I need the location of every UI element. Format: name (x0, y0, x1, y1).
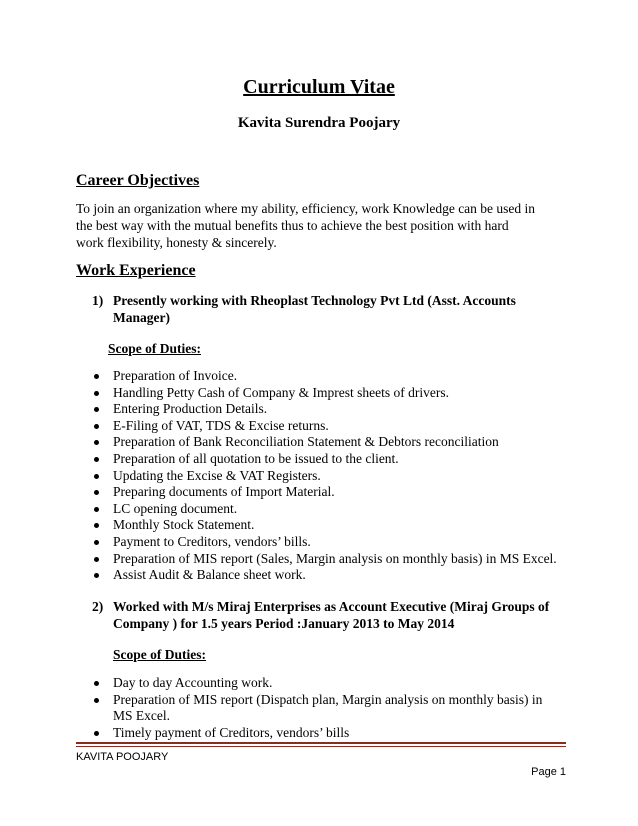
bullet-icon (94, 507, 99, 512)
job-2-line-2: Company ) for 1.5 years Period :January 2013 to May 2014 (113, 616, 455, 631)
job-1-duties-list (92, 368, 562, 584)
list-item: Day to day Accounting work. (92, 675, 562, 692)
footer-divider-thick (76, 742, 566, 744)
job-2-number: 2) (92, 599, 104, 614)
list-item: Handling Petty Cash of Company & Imprest sheets of drivers. (92, 385, 562, 402)
bullet-icon (94, 698, 99, 703)
list-item: Preparation of Bank Reconciliation Statement & Debtors reconciliation (92, 434, 562, 451)
career-objectives-heading: Career Objectives (76, 172, 200, 189)
bullet-icon (94, 474, 99, 479)
bullet-icon (94, 731, 99, 736)
bullet-icon (94, 573, 99, 578)
bullet-icon (94, 490, 99, 495)
job-1-number: 1) (92, 293, 104, 308)
job-1-scope-label: Scope of Duties: (108, 341, 201, 356)
bullet-icon (94, 440, 99, 445)
footer-divider-thin (76, 746, 566, 747)
list-item: Preparation of MIS report (Sales, Margin analysis on monthly basis) in MS Excel. (92, 551, 562, 568)
bullet-icon (94, 557, 99, 562)
list-item: Assist Audit & Balance sheet work. (92, 567, 562, 584)
job-2-scope-label: Scope of Duties: (113, 647, 206, 662)
job-1-line-2: Manager) (113, 310, 170, 325)
bullet-icon (94, 540, 99, 545)
work-experience-heading: Work Experience (76, 262, 196, 279)
list-item: Monthly Stock Statement. (92, 517, 562, 534)
document-title: Curriculum Vitae (243, 76, 395, 98)
career-line-1: To join an organization where my ability, efficiency, work Knowledge can be used in (76, 201, 536, 216)
list-item: Preparation of all quotation to be issued to the client. (92, 451, 562, 468)
list-item: Preparing documents of Import Material. (92, 484, 562, 501)
job-2-title (92, 598, 562, 632)
job-2-line-1: Worked with M/s Miraj Enterprises as Account Executive (Miraj Groups of (113, 599, 550, 614)
list-item: E-Filing of VAT, TDS & Excise returns. (92, 418, 562, 435)
list-item: Updating the Excise & VAT Registers. (92, 468, 562, 485)
bullet-icon (94, 391, 99, 396)
bullet-icon (94, 681, 99, 686)
career-line-3: work flexibility, honesty & sincerely. (76, 235, 277, 250)
bullet-icon (94, 457, 99, 462)
job-2-duties-list (92, 675, 562, 741)
list-item: Payment to Creditors, vendors’ bills. (92, 534, 562, 551)
list-item: Preparation of Invoice. (92, 368, 562, 385)
job-1-line-1: Presently working with Rheoplast Technology Pvt Ltd (Asst. Accounts (113, 293, 516, 308)
career-line-2: the best way with the mutual benefits thus to achieve the best position with hard (76, 218, 509, 233)
bullet-icon (94, 407, 99, 412)
list-item: LC opening document. (92, 501, 562, 518)
candidate-name: Kavita Surendra Poojary (237, 115, 401, 131)
career-objectives-text (76, 200, 566, 251)
job-1-title (92, 292, 562, 326)
footer-name: KAVITA POOJARY (76, 751, 169, 763)
list-item: Preparation of MIS report (Dispatch plan, Margin analysis on monthly basis) in MS Excel. (92, 692, 562, 725)
list-item: Entering Production Details. (92, 401, 562, 418)
bullet-icon (94, 523, 99, 528)
bullet-icon (94, 374, 99, 379)
page-number: Page 1 (531, 766, 566, 778)
list-item: Timely payment of Creditors, vendors’ bills (92, 725, 562, 742)
bullet-icon (94, 424, 99, 429)
